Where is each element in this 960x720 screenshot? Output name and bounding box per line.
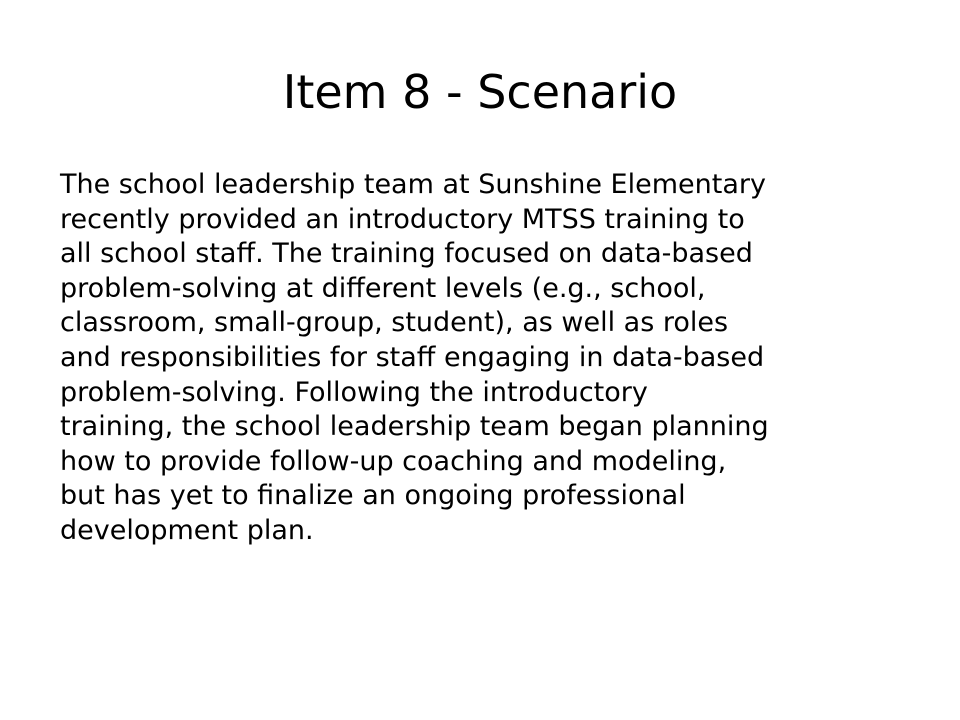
paragraph-line: recently provided an introductory MTSS training to <box>60 203 745 235</box>
paragraph-line: problem-solving. Following the introductory <box>60 376 648 408</box>
paragraph-line: and responsibilities for staff engaging in data-based <box>60 341 765 373</box>
paragraph-line: The school leadership team at Sunshine Elementary <box>60 169 766 200</box>
paragraph-line: training, the school leadership team began planning <box>60 411 769 443</box>
paragraph-line: classroom, small-group, student), as well as roles <box>60 307 729 339</box>
paragraph-line: problem-solving at different levels (e.g., school, <box>60 272 706 304</box>
paragraph-line: development plan. <box>60 514 314 546</box>
paragraph-line: all school staff. The training focused on data-based <box>60 238 753 270</box>
scenario-paragraph <box>60 168 920 549</box>
slide-title: Item 8 - Scenario <box>282 65 678 119</box>
paragraph-line: how to provide follow-up coaching and modeling, <box>60 445 727 477</box>
paragraph-line: but has yet to finalize an ongoing professional <box>60 480 686 512</box>
